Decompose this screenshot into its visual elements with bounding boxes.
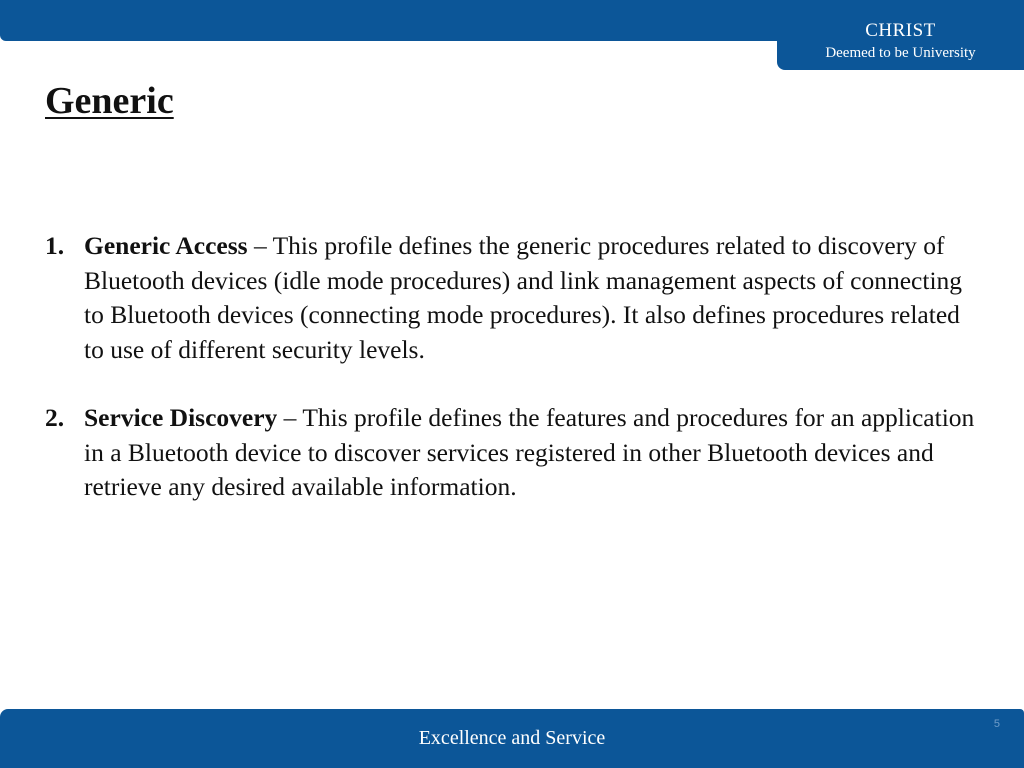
list-item — [45, 401, 975, 505]
slide-title: Generic — [45, 80, 174, 122]
university-brand — [777, 0, 1024, 70]
item-number: 1. — [45, 231, 65, 260]
item-separator: – — [247, 231, 273, 260]
brand-subtitle: Deemed to be University — [825, 45, 976, 61]
item-separator: – — [277, 403, 303, 432]
item-description: This profile defines the features and procedures for an application in a Bluetooth device to discover services registered in other Bluetooth devices and retrieve any desired available information. — [84, 403, 975, 501]
item-number: 2. — [45, 403, 65, 432]
brand-name: CHRIST — [865, 20, 936, 41]
item-term: Generic Access — [84, 231, 248, 260]
page-number: 5 — [993, 718, 1000, 730]
footer-tagline: Excellence and Service — [418, 727, 606, 749]
item-description: This profile defines the generic procedures related to discovery of Bluetooth devices (idle mode procedures) and link management aspects of connecting to Bluetooth devices (connecting mode procedures). It also defines procedures related to use of different security levels. — [84, 231, 963, 364]
footer-bar — [0, 709, 1024, 768]
definition-list — [45, 229, 975, 505]
item-term: Service Discovery — [84, 403, 278, 432]
list-item — [45, 229, 975, 367]
